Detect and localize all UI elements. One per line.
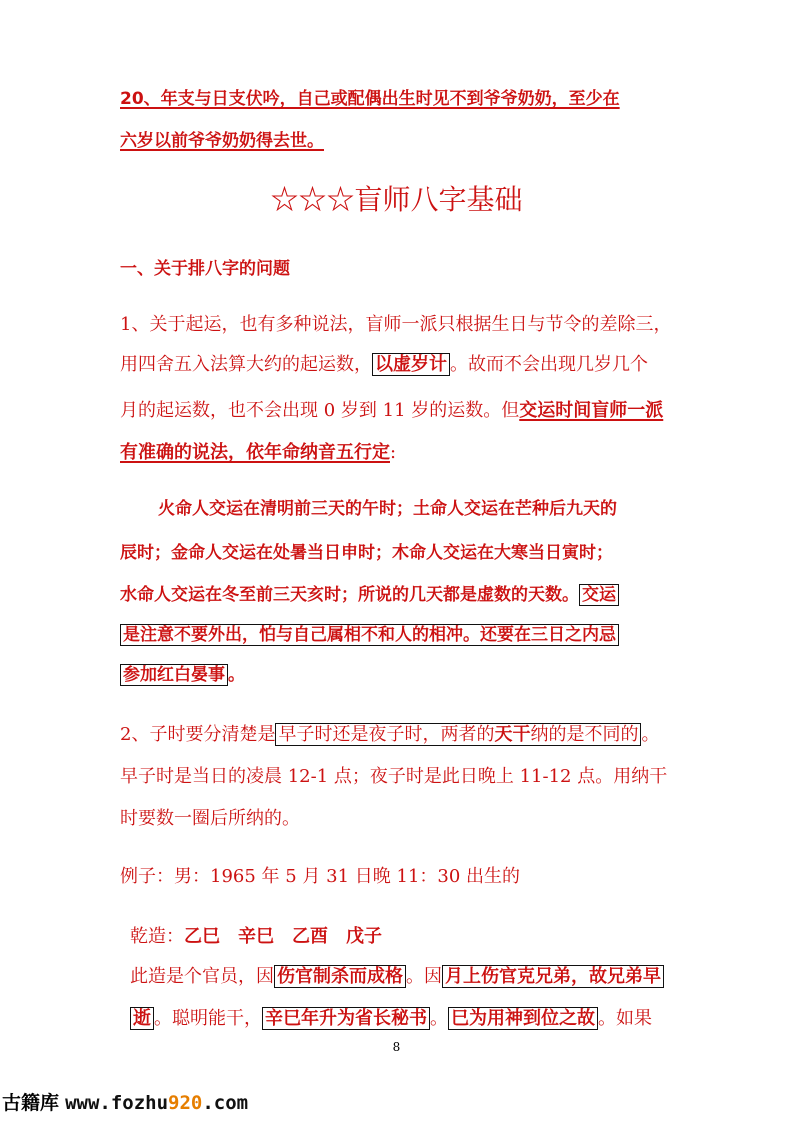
para3-line-1-d: 纳的是不同的 <box>530 724 639 745</box>
para1-jiaoyun-1: 交运时间盲师一派 <box>519 400 664 421</box>
para2-line-2: 辰时；金命人交运在处暑当日申时；木命人交运在大寒当日寅时； <box>120 543 613 563</box>
boxed-xusui: 以虚岁计 <box>372 353 450 376</box>
commentary-line-2 <box>130 1004 652 1030</box>
commentary-line-1 <box>130 962 664 988</box>
para3-line-1-b: 早子时还是夜子时，两者的 <box>278 724 495 745</box>
para3-line-1 <box>120 720 659 746</box>
boxed-jiaoyun-end: 参加红白晏事 <box>120 664 228 686</box>
footer-logo: 古籍库 <box>2 1092 60 1114</box>
qianzao-label: 乾造： <box>130 926 184 947</box>
commentary-2-d: 。 <box>430 1008 448 1029</box>
para1-line-2 <box>120 350 648 376</box>
boxed-jiaoyun-start: 交运 <box>579 584 619 606</box>
footer-url-part-2: 920 <box>168 1092 203 1114</box>
para2-line-4 <box>120 620 619 645</box>
para2-line-5 <box>120 660 245 685</box>
footer-url-part-3: .com <box>202 1092 249 1114</box>
qianzao-line <box>130 922 382 948</box>
item-20-line-1: 20、年支与日支伏吟，自己或配偶出生时见不到爷爷奶奶，至少在 <box>120 89 620 109</box>
boxed-yongshen: 巳为用神到位之故 <box>448 1007 598 1030</box>
para2-period: 。 <box>228 665 245 685</box>
boxed-shangguan: 伤官制杀而成格 <box>274 965 406 988</box>
para1-colon: : <box>390 442 397 463</box>
para1-jiaoyun-2: 有准确的说法，依年命纳音五行定 <box>120 442 390 463</box>
footer-url-part-1: www.fozhu <box>65 1092 169 1114</box>
para3-period: 。 <box>641 724 660 745</box>
para1-line-3-a: 月的起运数，也不会出现 0 岁到 11 岁的运数。但 <box>120 400 520 421</box>
para2-line-3 <box>120 580 619 605</box>
qianzao-pillars: 乙巳 辛巳 乙酉 戊子 <box>184 926 382 947</box>
para1-line-2-a: 用四舍五入法算大约的起运数， <box>120 354 372 375</box>
boxed-shi: 逝 <box>130 1007 154 1030</box>
para3-line-1-a: 2、子时要分清楚是 <box>120 724 276 745</box>
commentary-1-c: 。因 <box>406 966 442 987</box>
para1-line-2-c: 。故而不会出现几岁几个 <box>450 354 648 375</box>
boxed-mishu: 辛巳年升为省长秘书 <box>262 1007 430 1030</box>
example-line: 例子：男：1965 年 5 月 31 日晚 11：30 出生的 <box>120 866 521 887</box>
commentary-2-b: 。聪明能干， <box>154 1008 262 1029</box>
commentary-1-a: 此造是个官员，因 <box>130 966 274 987</box>
item-20-line-2: 六岁以前爷爷奶奶得去世。 <box>120 131 324 151</box>
section-heading: 一、关于排八字的问题 <box>120 259 290 279</box>
para3-tiangan: 天干 <box>494 724 531 745</box>
para3-line-3: 时要数一圈后所纳的。 <box>120 808 300 829</box>
footer-watermark <box>2 1088 248 1115</box>
boxed-xiongdi: 月上伤官克兄弟，故兄弟早 <box>442 965 664 988</box>
para2-line-3-a: 水命人交运在冬至前三天亥时；所说的几天都是虚数的天数。 <box>120 585 579 605</box>
para1-line-3 <box>120 396 663 422</box>
page-number: 8 <box>392 1040 401 1054</box>
commentary-2-f: 。如果 <box>598 1008 652 1029</box>
para1-line-4 <box>120 438 396 464</box>
boxed-jiaoyun-middle: 是注意不要外出，怕与自己属相不和人的相冲。还要在三日之内忌 <box>120 624 619 646</box>
boxed-zishi <box>275 723 641 746</box>
page-title: ☆☆☆盲师八字基础 <box>270 183 523 216</box>
para3-line-2: 早子时是当日的凌晨 12-1 点；夜子时是此日晚上 11-12 点。用纳干 <box>120 766 668 787</box>
para2-line-1: 火命人交运在清明前三天的午时；土命人交运在芒种后九天的 <box>158 499 617 519</box>
para1-line-1: 1、关于起运，也有多种说法，盲师一派只根据生日与节令的差除三， <box>120 314 672 335</box>
